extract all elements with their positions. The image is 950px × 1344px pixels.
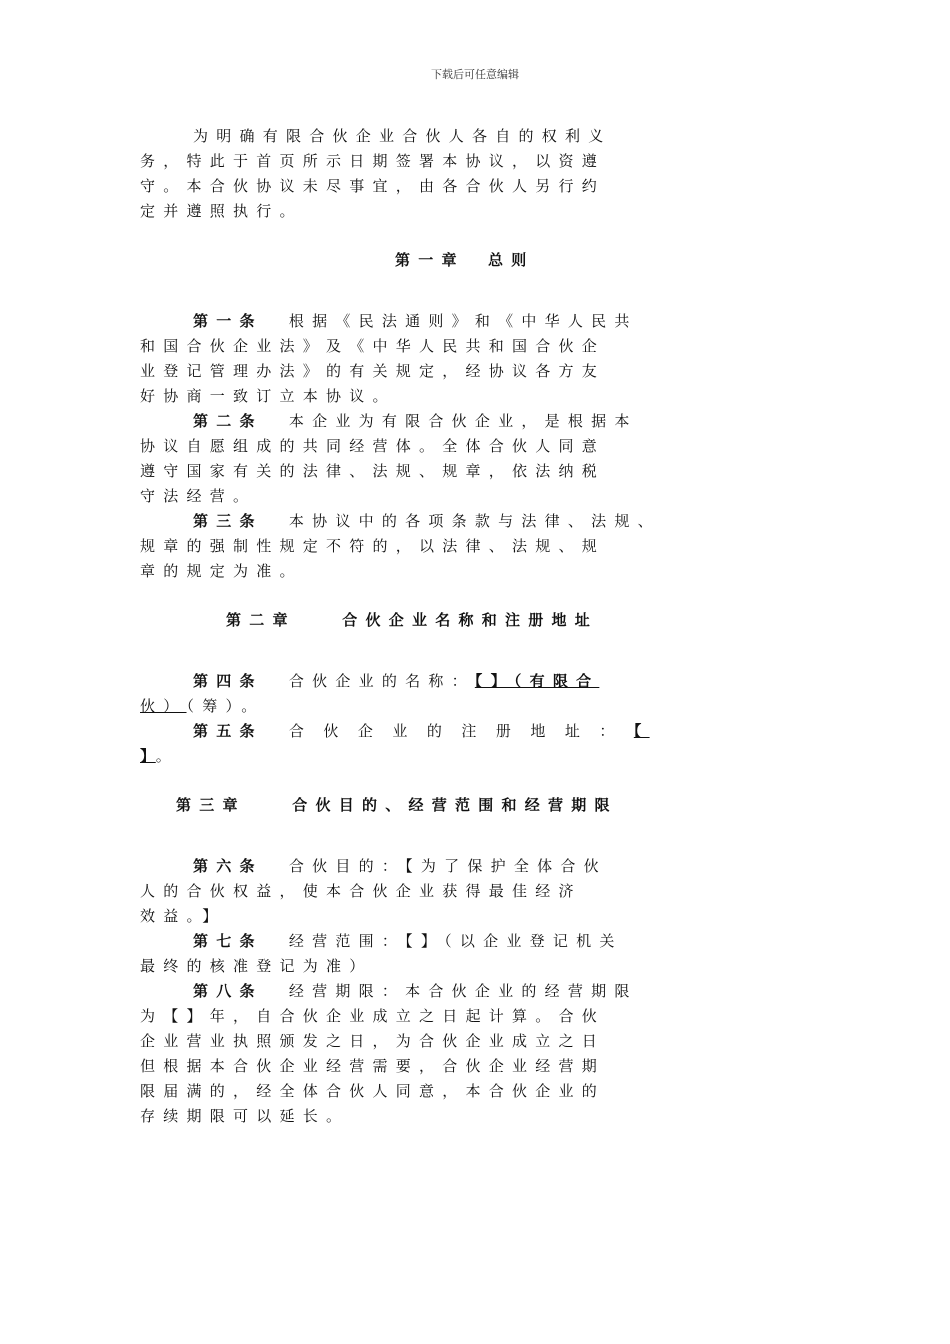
article-4 [140,669,820,694]
article-label: 第六条 [193,857,263,875]
address-blank: 】 [140,747,156,765]
company-name-blank: 【】（有限合 [474,672,600,690]
article-8 [140,979,820,1004]
article-text: （筹）。 [186,697,265,715]
article-2 [140,409,820,434]
article-line [140,694,820,719]
article-line: 但根据本合伙企业经营需要，合伙企业经营期 [140,1057,606,1075]
article-text: 经营期限：本合伙企业的经营期限 [288,982,638,1000]
article-text: 合伙企业的名称： [288,672,475,690]
article-line: 遵守国家有关的法律、法规、规章，依法纳税 [140,462,606,480]
article-line: 协议自愿组成的共同经营体。全体合伙人同意 [140,437,606,455]
article-line: 守法经营。 [140,487,257,505]
article-line: 和国合伙企业法》及《中华人民共和国合伙企 [140,337,606,355]
article-label: 第七条 [193,932,263,950]
article-line [140,744,820,769]
article-6 [140,854,820,879]
page-header: 下载后可任意编辑 [431,68,519,81]
article-line: 限届满的，经全体合伙人同意，本合伙企业的 [140,1082,606,1100]
article-line: 章的规定为准。 [140,562,303,580]
article-line: 企业营业执照颁发之日，为合伙企业成立之日 [140,1032,606,1050]
article-line: 好协商一致订立本协议。 [140,387,396,405]
article-line: 业登记管理办法》的有关规定，经协议各方友 [140,362,606,380]
agreement-body [140,124,820,1129]
preamble-line: 定并遵照执行。 [140,202,303,220]
article-text: 本协议中的各项条款与法律、法规、 [288,512,661,530]
article-text: 经营范围：【】（以企业登记机关 [288,932,623,950]
article-text: 。 [155,747,180,765]
article-label: 第一条 [193,312,263,330]
preamble-line: 守。本合伙协议未尽事宜，由各合伙人另行约 [140,177,606,195]
chapter-2-title: 第二章 合伙企业名称和注册地址 [226,611,599,629]
article-label: 第三条 [193,512,263,530]
chapter-1-title: 第一章 总则 [395,251,535,269]
article-line: 最终的核准登记为准） [140,957,373,975]
article-3 [140,509,820,534]
article-line: 为【】年，自合伙企业成立之日起计算。合伙 [140,1007,606,1025]
article-1 [140,309,820,334]
article-text: 合伙目的：【为了保护全体合伙 [288,857,607,875]
article-label: 第四条 [193,672,263,690]
article-5 [140,719,820,744]
preamble-line: 为明确有限合伙企业合伙人各自的权利义 [193,127,612,145]
preamble-line: 务，特此于首页所示日期签署本协议，以资遵 [140,152,606,170]
article-label: 第八条 [193,982,263,1000]
article-line: 规章的强制性规定不符的，以法律、法规、规 [140,537,606,555]
article-line: 人的合伙权益，使本合伙企业获得最佳经济 [140,882,582,900]
article-line: 效益。】 [140,907,226,925]
article-text: 根据《民法通则》和《中华人民共 [288,312,638,330]
chapter-3-title: 第三章 合伙目的、经营范围和经营期限 [176,796,618,814]
address-blank: 【 [633,722,650,740]
article-label: 第二条 [193,412,263,430]
article-label: 第五条 [193,722,263,740]
article-line: 存续期限可以延长。 [140,1107,350,1125]
article-text: 本企业为有限合伙企业，是根据本 [288,412,638,430]
article-7 [140,929,820,954]
article-text: 合伙企业的注册地址： [288,722,634,740]
company-name-blank: 伙） [140,697,187,715]
